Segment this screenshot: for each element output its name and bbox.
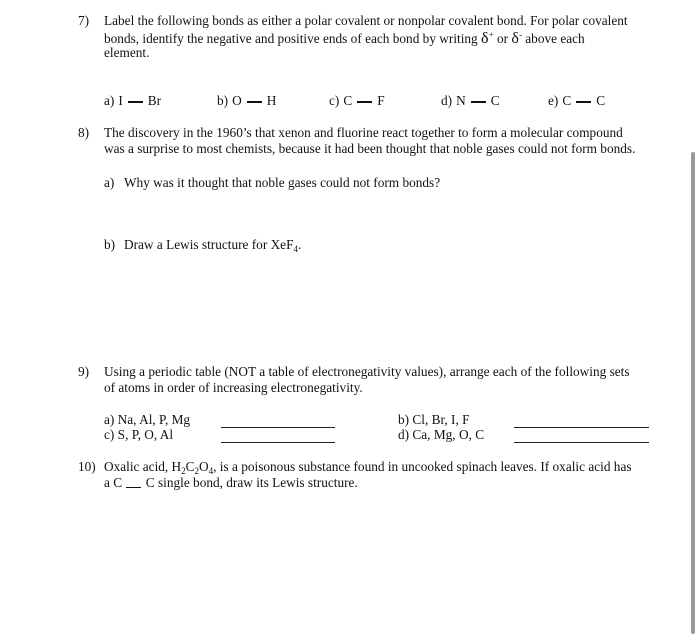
q10-text-line2: a C C single bond, draw its Lewis structure. <box>104 475 358 490</box>
q8-number: 8) <box>78 125 90 140</box>
q8b-text: Draw a Lewis structure for XeF$_4$. <box>124 237 302 254</box>
bond-a: a) I Br <box>104 93 162 108</box>
q7-number: 7) <box>78 13 90 28</box>
q9c-item: c) S, P, O, Al <box>104 427 174 442</box>
bond-line <box>247 101 262 102</box>
q9b-answer-blank[interactable] <box>514 427 649 428</box>
q7-text-line2: bonds, identify the negative and positive ends of each bond by writing δ+ or δ- above each <box>104 29 585 47</box>
q9-text-line1: Using a periodic table (NOT a table of electronegativity values), arrange each of the following sets <box>104 364 630 379</box>
q7-text-line3: element. <box>104 45 150 60</box>
vertical-scrollbar[interactable] <box>691 152 695 634</box>
q9-text-line2: of atoms in order of increasing electronegativity. <box>104 380 363 395</box>
bond-line <box>128 101 143 102</box>
q10-number: 10) <box>78 459 96 474</box>
bond-line <box>576 101 591 102</box>
q9-number: 9) <box>78 364 90 379</box>
q10-text-line1: Oxalic acid, $H_2C_2O_4$, is a poisonous substance found in uncooked spinach leaves. If oxalic acid has <box>104 459 632 476</box>
q8-text-line2: was a surprise to most chemists, because it had been thought that noble gases could not form bonds. <box>104 141 636 156</box>
bond-line <box>357 101 372 102</box>
bond-e: e) C C <box>548 93 606 108</box>
q9d-item: d) Ca, Mg, O, C <box>398 427 485 442</box>
q9b-item: b) Cl, Br, I, F <box>398 412 470 427</box>
q8-text-line1: The discovery in the 1960’s that xenon and fluorine react together to form a molecular compound <box>104 125 623 140</box>
delta-minus-symbol: δ- <box>511 29 522 47</box>
q7-text-line1: Label the following bonds as either a polar covalent or nonpolar covalent bond. For polar covalent <box>104 13 628 28</box>
q8a-label: a) <box>104 175 115 190</box>
bond-b: b) O H <box>217 93 277 108</box>
bond-line <box>471 101 486 102</box>
q9d-answer-blank[interactable] <box>514 442 649 443</box>
bond-line <box>126 487 141 488</box>
delta-plus-symbol: δ+ <box>481 29 494 47</box>
q9a-answer-blank[interactable] <box>221 427 335 428</box>
q8a-text: Why was it thought that noble gases could not form bonds? <box>124 175 441 190</box>
q9a-item: a) Na, Al, P, Mg <box>104 412 191 427</box>
bond-c: c) C F <box>329 93 385 108</box>
bond-d: d) N C <box>441 93 500 108</box>
q9c-answer-blank[interactable] <box>221 442 335 443</box>
q8b-label: b) <box>104 237 116 252</box>
